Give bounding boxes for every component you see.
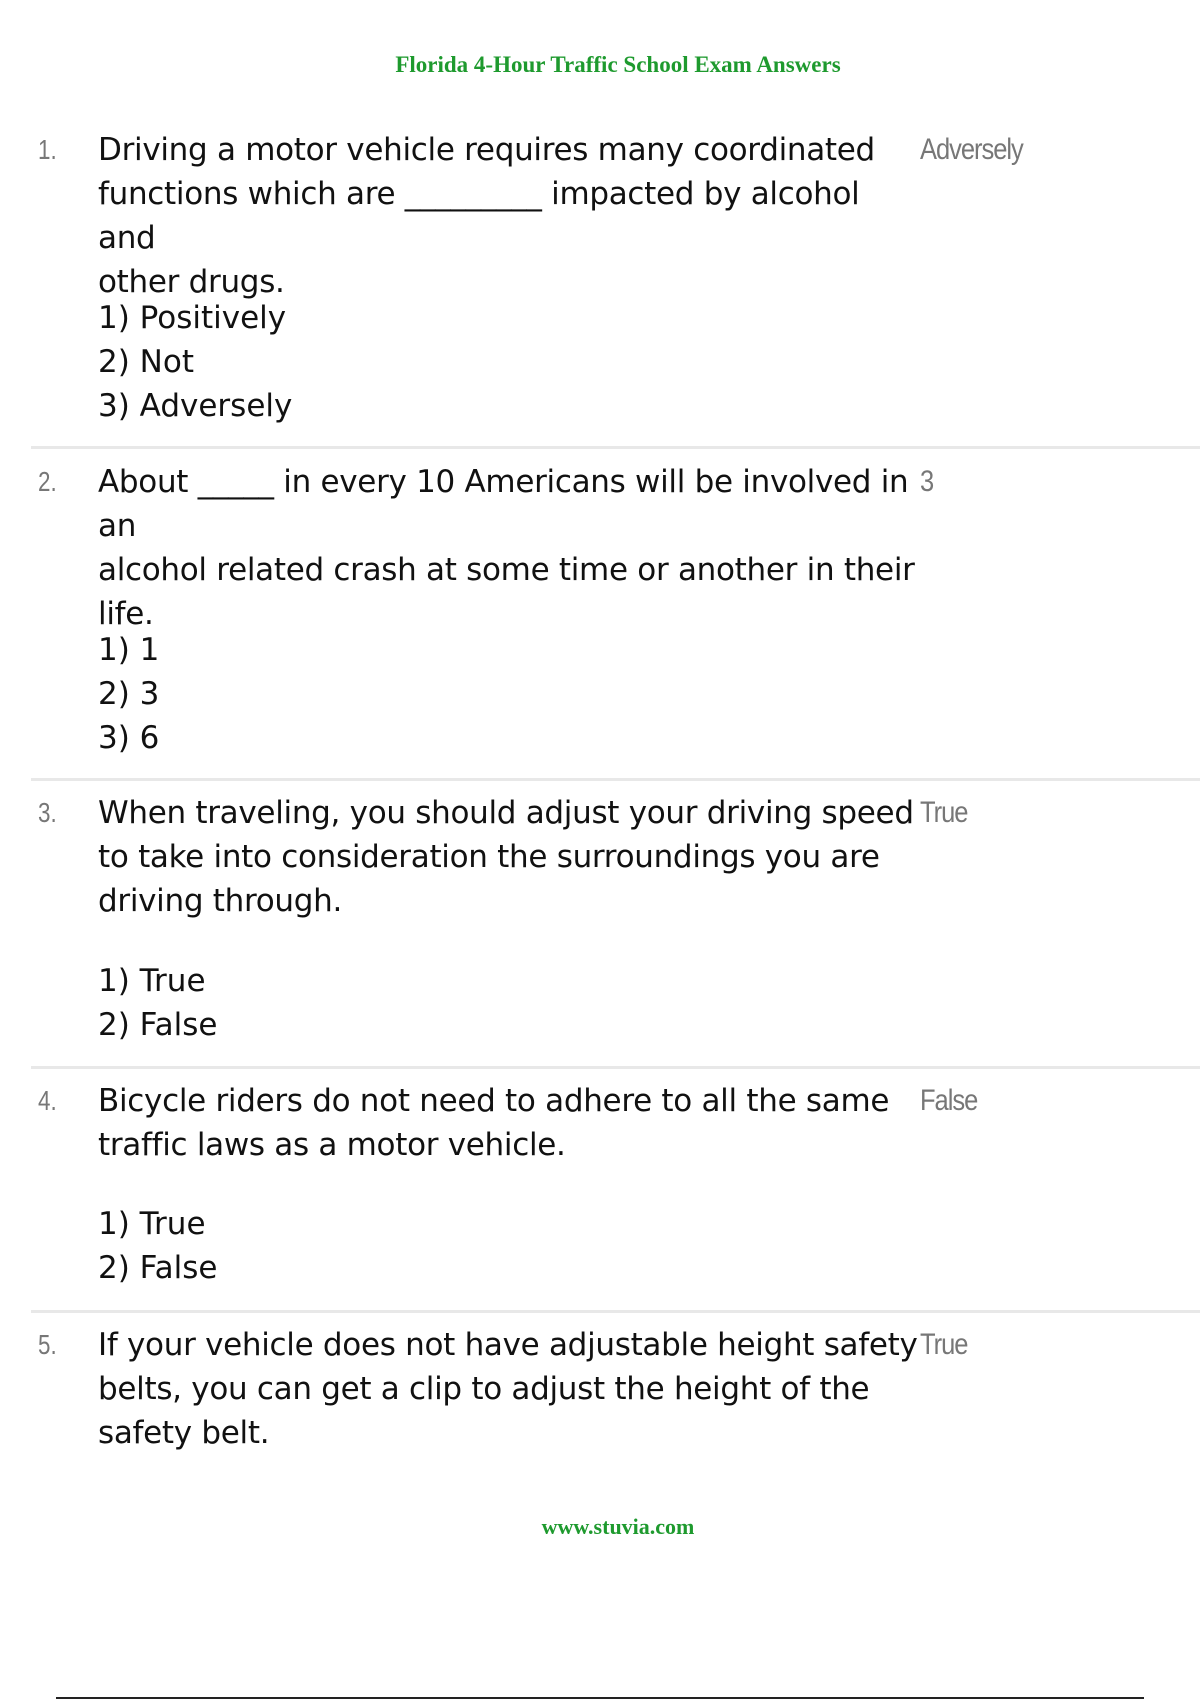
page-header-title: Florida 4-Hour Traffic School Exam Answers — [395, 52, 841, 77]
option-item: 1) True — [98, 1206, 206, 1242]
question-text-line: to take into consideration the surroundings you are — [98, 839, 880, 875]
divider — [31, 446, 1200, 449]
question-text-line: traffic laws as a motor vehicle. — [98, 1127, 566, 1163]
option-item: 2) 3 — [98, 676, 160, 712]
option-item: 3) 6 — [98, 720, 160, 756]
question-text — [98, 1323, 918, 1455]
question-text — [98, 1079, 918, 1167]
question-text-line: If your vehicle does not have adjustable height safety — [98, 1327, 918, 1363]
question-text — [98, 128, 918, 304]
question-text-line: alcohol related crash at some time or another in their — [98, 552, 915, 588]
answer-label: False — [920, 1084, 978, 1117]
option-item: 2) False — [98, 1250, 218, 1286]
question-text-line: belts, you can get a clip to adjust the height of the — [98, 1371, 870, 1407]
answer-label: True — [920, 1328, 968, 1361]
question-number: 4. — [38, 1085, 57, 1116]
footer-url[interactable]: www.stuvia.com — [541, 1514, 695, 1539]
question-text-line: About _____ in every 10 Americans will be involved in an — [98, 464, 909, 544]
options-list — [98, 628, 159, 760]
divider — [31, 1310, 1200, 1313]
option-item: 1) Positively — [98, 300, 287, 336]
question-number: 1. — [38, 134, 57, 165]
answer-label: True — [920, 796, 968, 829]
question-number: 2. — [38, 466, 57, 497]
divider — [31, 1066, 1200, 1069]
option-item: 1) True — [98, 963, 206, 999]
options-list — [98, 296, 292, 428]
option-item: 3) Adversely — [98, 388, 293, 424]
question-text-line: driving through. — [98, 883, 343, 919]
answer-label: Adversely — [920, 133, 1023, 166]
question-text-line: life. — [98, 596, 154, 632]
question-number: 5. — [38, 1329, 57, 1360]
question-text-line: When traveling, you should adjust your driving speed — [98, 795, 914, 831]
bottom-rule — [56, 1697, 1144, 1699]
options-list — [98, 959, 218, 1047]
divider — [31, 778, 1200, 781]
option-item: 2) Not — [98, 344, 194, 380]
question-number: 3. — [38, 797, 57, 828]
option-item: 2) False — [98, 1007, 218, 1043]
question-text-line: Driving a motor vehicle requires many coordinated — [98, 132, 875, 168]
question-text-line: other drugs. — [98, 264, 285, 300]
question-text — [98, 460, 918, 636]
question-text-line: safety belt. — [98, 1415, 270, 1451]
options-list — [98, 1202, 218, 1290]
question-text-line: functions which are _________ impacted by alcohol and — [98, 176, 860, 256]
answer-label: 3 — [920, 465, 934, 498]
question-text-line: Bicycle riders do not need to adhere to all the same — [98, 1083, 890, 1119]
question-text — [98, 791, 918, 923]
option-item: 1) 1 — [98, 632, 160, 668]
